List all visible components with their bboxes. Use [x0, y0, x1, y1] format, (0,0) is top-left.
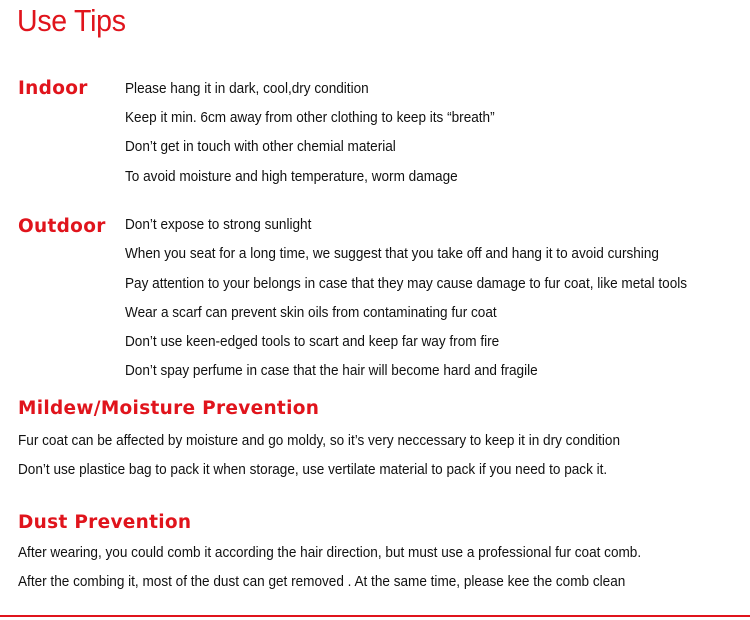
mildew-tip: Fur coat can be affected by moisture and go moldy, so it’s very neccessary to keep it in dry condition: [18, 433, 621, 449]
outdoor-tip: Pay attention to your belongs in case that they may cause damage to fur coat, like metal tools: [125, 276, 688, 292]
outdoor-tip: Don’t use keen-edged tools to scart and keep far way from fire: [125, 334, 500, 350]
outdoor-tip: Don’t expose to strong sunlight: [125, 217, 312, 233]
outdoor-tip: Wear a scarf can prevent skin oils from contaminating fur coat: [125, 305, 497, 321]
mildew-tip: Don’t use plastice bag to pack it when storage, use vertilate material to pack if you need to pack it.: [18, 462, 608, 478]
bottom-divider: [0, 615, 750, 617]
outdoor-heading: Outdoor: [18, 216, 106, 237]
mildew-heading: Mildew/Moisture Prevention: [18, 398, 320, 419]
outdoor-tip: When you seat for a long time, we suggest that you take off and hang it to avoid curshing: [125, 246, 659, 262]
outdoor-tip: Don’t spay perfume in case that the hair will become hard and fragile: [125, 363, 538, 379]
dust-heading: Dust Prevention: [18, 512, 192, 533]
indoor-tip: Keep it min. 6cm away from other clothing to keep its “breath”: [125, 110, 495, 126]
page-title: Use Tips: [17, 3, 126, 38]
indoor-tip: Don’t get in touch with other chemial material: [125, 139, 396, 155]
indoor-tip: To avoid moisture and high temperature, worm damage: [125, 169, 458, 185]
indoor-tip: Please hang it in dark, cool,dry condition: [125, 81, 369, 97]
dust-tip: After the combing it, most of the dust can get removed . At the same time, please kee the comb clean: [18, 574, 626, 590]
dust-tip: After wearing, you could comb it according the hair direction, but must use a professional fur coat comb.: [18, 545, 642, 561]
indoor-heading: Indoor: [18, 78, 88, 99]
